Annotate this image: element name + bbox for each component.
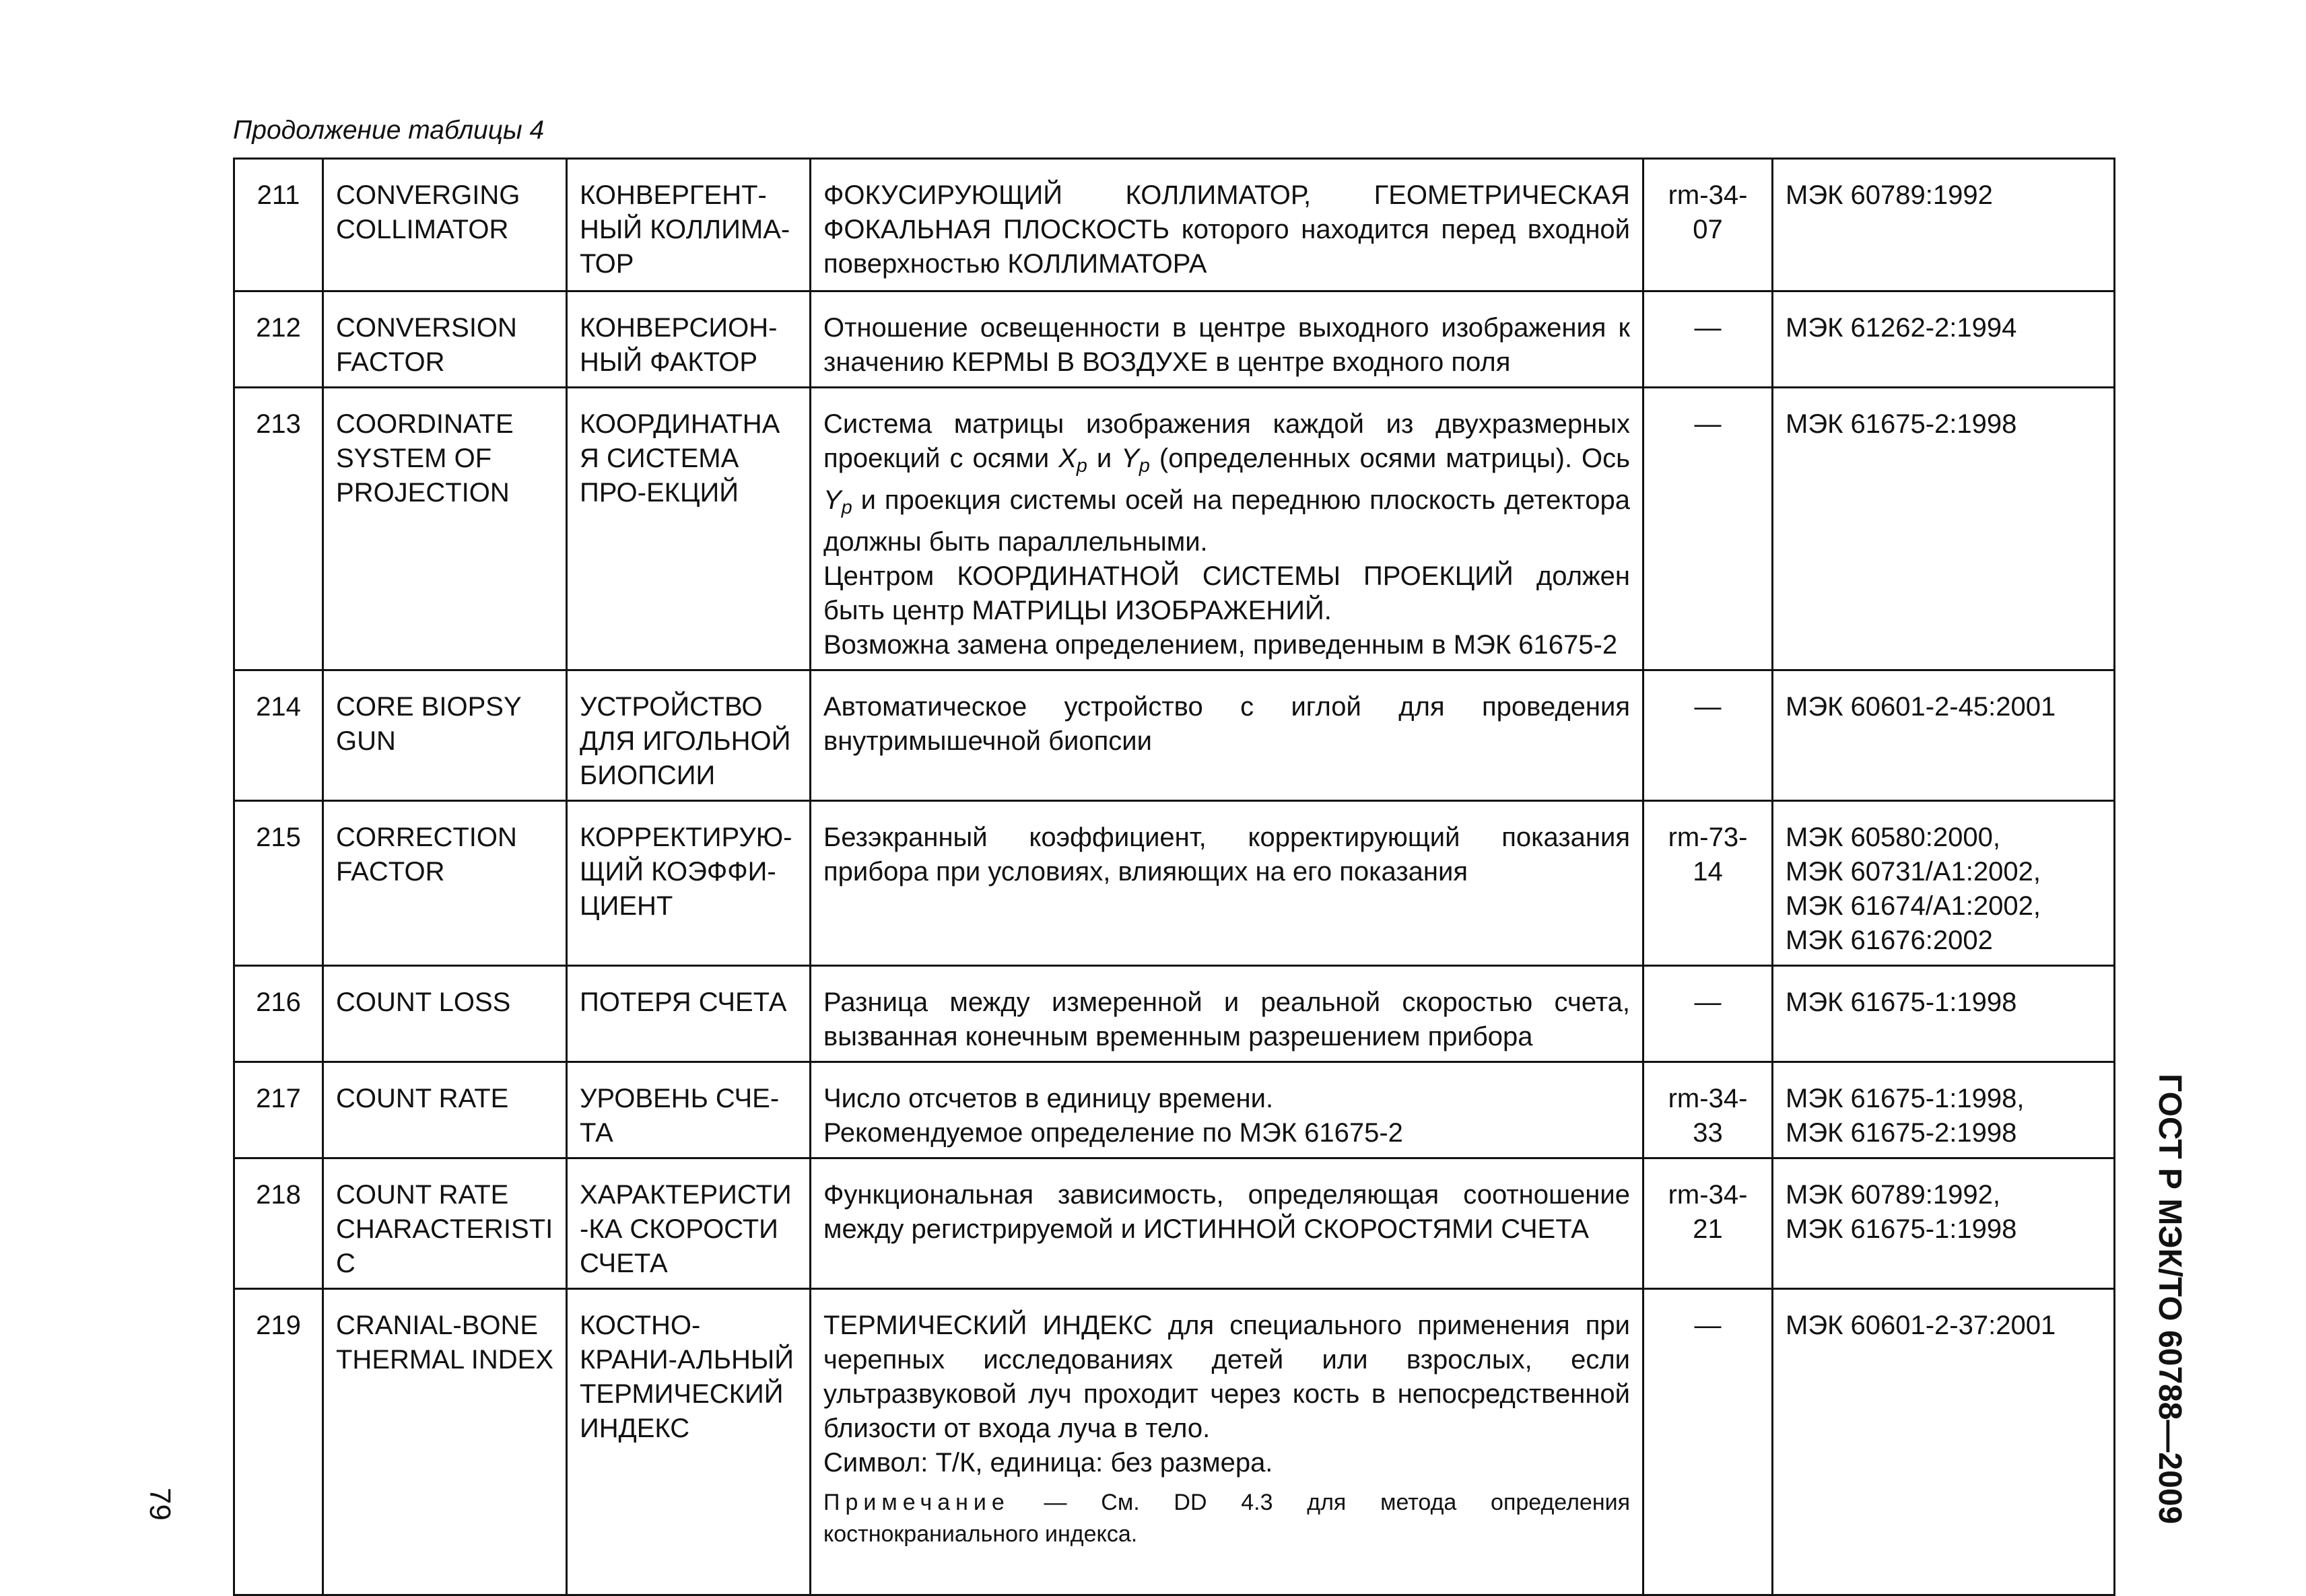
term-russian: КОСТНО-КРАНИ-АЛЬНЫЙ ТЕРМИЧЕСКИЙ ИНДЕКС — [567, 1289, 811, 1595]
definition-line: Рекомендуемое определение по МЭК 61675-2 — [823, 1118, 1403, 1148]
reference-line: МЭК 60731/А1:2002, — [1786, 857, 2041, 887]
term-reference: МЭК 60789:1992 — [1773, 159, 2115, 291]
term-reference: МЭК 60601-2-45:2001 — [1773, 670, 2115, 801]
term-reference: МЭК 61675-1:1998 — [1773, 966, 2115, 1062]
term-reference — [1773, 1158, 2115, 1289]
term-code: — — [1643, 670, 1773, 801]
table-caption: Продолжение таблицы 4 — [233, 116, 545, 145]
term-code: rm-34-33 — [1643, 1062, 1773, 1158]
term-english: CONVERGING COLLIMATOR — [323, 159, 567, 291]
reference-line: МЭК 61675-2:1998 — [1786, 1118, 2017, 1148]
table-row — [234, 801, 2115, 966]
term-reference: МЭК 61675-2:1998 — [1773, 388, 2115, 670]
term-definition: Разница между измеренной и реальной скоростью счета, вызванная конечным временным разрешением прибора — [811, 966, 1643, 1062]
term-code: — — [1643, 966, 1773, 1062]
term-english: COUNT RATE CHARACTERISTIC — [323, 1158, 567, 1289]
table-row — [234, 670, 2115, 801]
term-definition: Автоматическое устройство с иглой для проведения внутримышечной биопсии — [811, 670, 1643, 801]
reference-line: МЭК 61675-1:1998, — [1786, 1084, 2025, 1114]
reference-line: МЭК 61674/А1:2002, — [1786, 891, 2041, 922]
term-russian: УСТРОЙСТВО ДЛЯ ИГОЛЬНОЙ БИОПСИИ — [567, 670, 811, 801]
term-code: — — [1643, 1289, 1773, 1595]
term-definition — [811, 1289, 1643, 1595]
term-number: 216 — [234, 966, 323, 1062]
term-russian: КОРРЕКТИРУЮ-ЩИЙ КОЭФФИ-ЦИЕНТ — [567, 801, 811, 966]
reference-line: МЭК 60580:2000, — [1786, 823, 2000, 853]
term-reference — [1773, 1062, 2115, 1158]
term-english: CORE BIOPSY GUN — [323, 670, 567, 801]
definition-line: Возможна замена определением, приведенным в МЭК 61675-2 — [823, 630, 1618, 660]
table-row — [234, 159, 2115, 291]
reference-line: МЭК 61675-1:1998 — [1786, 1214, 2017, 1245]
term-number: 211 — [234, 159, 323, 291]
axis-subscript: p — [1139, 455, 1150, 477]
term-code: rm-73-14 — [1643, 801, 1773, 966]
reference-line: МЭК 61676:2002 — [1786, 926, 1993, 956]
term-english: CONVERSION FACTOR — [323, 291, 567, 388]
term-russian: КООРДИНАТНАЯ СИСТЕМА ПРО-ЕКЦИЙ — [567, 388, 811, 670]
term-definition: Функциональная зависимость, определяющая соотношение между регистрируемой и ИСТИННОЙ СКОРОСТЯМИ СЧЕТА — [811, 1158, 1643, 1289]
definition-line: Число отсчетов в единицу времени. — [823, 1084, 1274, 1114]
term-english: CORRECTION FACTOR — [323, 801, 567, 966]
term-definition — [811, 1062, 1643, 1158]
axis-symbol-y: Y — [1121, 444, 1139, 473]
term-english: COORDINATE SYSTEM OF PROJECTION — [323, 388, 567, 670]
term-definition: Отношение освещенности в центре выходного изображения к значению КЕРМЫ В ВОЗДУХЕ в центре входного поля — [811, 291, 1643, 388]
term-code: rm-34-21 — [1643, 1158, 1773, 1289]
table-row — [234, 291, 2115, 388]
term-reference: МЭК 60601-2-37:2001 — [1773, 1289, 2115, 1595]
term-number: 214 — [234, 670, 323, 801]
table-row — [234, 966, 2115, 1062]
term-definition: Безэкранный коэффициент, корректирующий показания прибора при условиях, влияющих на его показания — [811, 801, 1643, 966]
definition-text: Система матрицы изображения каждой из двухразмерных проекций с осями $X_p$ и $Y_p$ (определенных осями матрицы). Ось $Y_p$ и проекция системы осей на переднюю плоскость детектора должны быть параллельными. — [823, 409, 1631, 557]
term-code: rm-34-07 — [1643, 159, 1773, 291]
term-definition — [811, 388, 1643, 670]
definition-note — [823, 1487, 1630, 1550]
term-english: CRANIAL-BONE THERMAL INDEX — [323, 1289, 567, 1595]
term-reference: МЭК 61262-2:1994 — [1773, 291, 2115, 388]
term-number: 213 — [234, 388, 323, 670]
table-row — [234, 1289, 2115, 1595]
term-code: — — [1643, 388, 1773, 670]
axis-subscript: p — [1076, 455, 1087, 477]
term-reference — [1773, 801, 2115, 966]
term-russian: КОНВЕРСИОН-НЫЙ ФАКТОР — [567, 291, 811, 388]
term-russian: КОНВЕРГЕНТ-НЫЙ КОЛЛИМА-ТОР — [567, 159, 811, 291]
term-russian: ХАРАКТЕРИСТИ-КА СКОРОСТИ СЧЕТА — [567, 1158, 811, 1289]
term-code: — — [1643, 291, 1773, 388]
term-english: COUNT RATE — [323, 1062, 567, 1158]
term-definition: ФОКУСИРУЮЩИЙ КОЛЛИМАТОР, ГЕОМЕТРИЧЕСКАЯ ФОКАЛЬНАЯ ПЛОСКОСТЬ которого находится перед входной поверхностью КОЛЛИМАТОРА — [811, 159, 1643, 291]
term-number: 218 — [234, 1158, 323, 1289]
definition-line: ТЕРМИЧЕСКИЙ ИНДЕКС для специального применения при черепных исследованиях детей или взрослых, если ультразвуковой луч проходит через кость в непосредственной близости от входа луча в тело. — [823, 1311, 1630, 1444]
page-number: 79 — [143, 1488, 176, 1521]
term-number: 217 — [234, 1062, 323, 1158]
term-english: COUNT LOSS — [323, 966, 567, 1062]
document-title: ГОСТ Р МЭК/ТО 60788—2009 — [2152, 1074, 2188, 1525]
table-row — [234, 388, 2115, 670]
definition-line: Символ: Т/К, единица: без размера. — [823, 1448, 1273, 1478]
axis-symbol-x: X — [1058, 444, 1077, 473]
term-number: 212 — [234, 291, 323, 388]
note-text: — См. DD 4.3 для метода определения костнокраниального индекса. — [823, 1490, 1630, 1548]
note-label: Примечание — [823, 1490, 1010, 1516]
axis-symbol-y: Y — [823, 485, 842, 516]
term-number: 215 — [234, 801, 323, 966]
reference-line: МЭК 60789:1992, — [1786, 1180, 2000, 1210]
term-number: 219 — [234, 1289, 323, 1595]
table-row — [234, 1158, 2115, 1289]
table-row — [234, 1062, 2115, 1158]
definition-line: Центром КООРДИНАТНОЙ СИСТЕМЫ ПРОЕКЦИЙ должен быть центр МАТРИЦЫ ИЗОБРАЖЕНИЙ. — [823, 561, 1630, 626]
term-russian: ПОТЕРЯ СЧЕТА — [567, 966, 811, 1062]
terms-table — [233, 158, 2115, 1596]
term-russian: УРОВЕНЬ СЧЕ-ТА — [567, 1062, 811, 1158]
axis-subscript: p — [841, 497, 852, 519]
